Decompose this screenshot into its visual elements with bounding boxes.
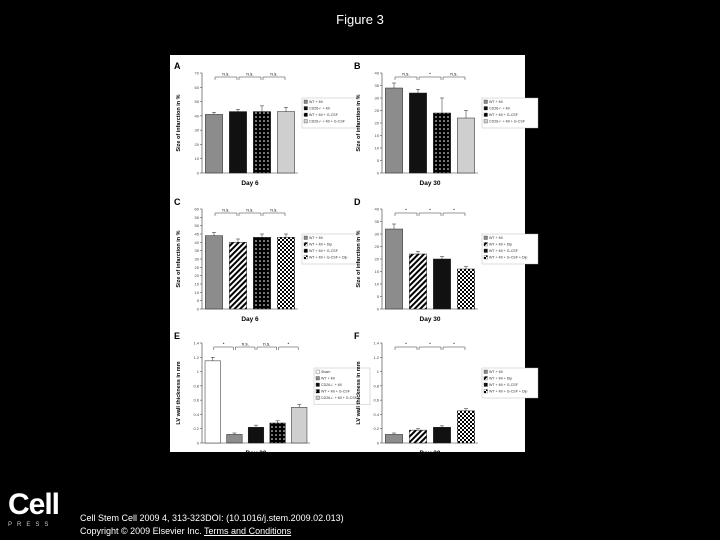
y-tick-label: 40 [194,239,199,245]
bar [253,237,270,309]
legend-swatch [484,249,488,253]
logo-subtext: PRESS [8,522,54,528]
y-tick-label: 35 [374,83,379,88]
significance-label: n.s. [450,71,458,77]
x-axis-label: Day 30 [419,450,441,457]
significance-bracket [443,77,465,80]
legend-entry: WT + MI [489,370,503,374]
y-tick-label: 35 [374,219,379,224]
bar [457,411,474,443]
bar [457,269,474,309]
significance-bracket [419,213,441,216]
y-tick-label: 15 [374,269,379,274]
y-axis-label: LV wall thickness in mm [356,361,362,425]
significance-bracket [239,77,261,80]
legend-entry: CD26-/- + MI + G-CSF [489,119,525,124]
y-tick-label: 5 [196,298,199,304]
legend-swatch [484,390,488,394]
legend-entry: WT + MI [489,100,503,104]
significance-bracket [443,213,465,216]
panel-letter: C [174,197,181,207]
significance-bracket [395,77,417,80]
bar [227,434,243,443]
copyright-line [80,526,291,536]
panel-e [174,331,370,457]
bar [433,427,450,443]
y-tick-label: 0.8 [373,383,379,389]
y-axis-label: Size of infarction in % [176,230,182,288]
y-tick-label: 60 [194,206,199,212]
significance-bracket [263,77,285,80]
figure-title: Figure 3 [336,12,384,27]
legend-entry: WT + MI + G-CSF [489,249,518,253]
bar [433,113,450,173]
bar [385,229,402,309]
legend-entry: CD26-/- + MI [309,106,330,111]
bar [409,93,426,173]
significance-bracket [443,347,465,350]
x-axis-label: Day 30 [419,316,441,323]
y-tick-label: 0.2 [373,426,379,432]
y-tick-label: 10 [374,281,379,287]
bar [253,112,270,173]
legend-swatch [304,107,308,111]
significance-label: * [429,207,431,213]
y-axis-label: Size of infarction in % [176,94,182,152]
legend-entry: WT + MI + Dip [489,242,513,247]
legend-swatch [484,383,488,387]
bar [385,88,402,173]
bar [229,242,246,309]
bar [277,112,294,173]
legend-swatch [484,120,488,124]
legend-entry: WT + MI + G-CSF + Dip [489,389,528,394]
significance-label: * [429,71,431,77]
bar [457,118,474,173]
figure-panel [170,55,528,457]
panel-f [354,331,538,457]
legend-swatch [316,390,320,394]
x-axis-label: Day 6 [241,316,259,323]
legend-entry: WT + MI + G-CSF [321,389,350,394]
legend-swatch [316,370,320,374]
legend-entry: WT + MI + Dip [489,376,513,381]
logo-text: Cell [8,488,60,521]
x-axis-label: Day 6 [241,180,259,187]
bar [229,112,246,173]
y-axis-label: LV wall thickness in mm [176,361,182,425]
legend-swatch [304,236,308,240]
y-tick-label: 0.4 [193,411,199,417]
y-tick-label: 5 [376,294,379,299]
y-tick-label: 40 [374,206,379,212]
legend-swatch [484,370,488,374]
y-tick-label: 30 [374,95,379,101]
significance-bracket [215,213,237,216]
significance-bracket [419,77,441,80]
y-tick-label: 10 [194,156,199,162]
figure-svg [170,55,528,457]
significance-label: n.s. [402,71,410,77]
legend-swatch [484,236,488,240]
significance-label: * [405,207,407,213]
legend-entry: WT + MI [489,236,503,240]
y-tick-label: 35 [194,248,199,254]
legend-swatch [304,113,308,117]
legend-entry: CD26-/- + MI + G-CSF [321,396,357,400]
y-tick-label: 10 [194,289,199,295]
panel-letter: F [354,331,360,341]
legend-swatch [316,396,320,400]
significance-bracket [214,347,234,350]
legend-swatch [484,256,488,260]
significance-label: n.s. [241,341,249,347]
significance-label: * [453,207,455,213]
legend-entry: WT + MI + G-CSF + Dip [309,255,348,260]
y-tick-label: 40 [194,113,199,119]
significance-bracket [235,347,255,350]
significance-label: * [453,341,455,347]
legend-entry: Sham [321,370,331,374]
y-tick-label: 60 [194,84,199,90]
x-axis-label: Day 30 [245,450,267,457]
y-tick-label: 1 [376,369,379,375]
bar [277,237,294,309]
legend-entry: CD26-/- + MI [321,383,342,387]
legend-entry: WT + MI [309,236,323,240]
y-tick-label: 70 [194,70,199,76]
terms-link[interactable]: Terms and Conditions [204,526,292,536]
y-tick-label: 25 [374,108,379,113]
legend-swatch [484,377,488,381]
y-axis-label: Size of infarction in % [356,94,362,152]
bar [433,259,450,309]
panel-letter: E [174,331,181,341]
y-tick-label: 1.4 [193,340,199,346]
significance-bracket [263,213,285,216]
legend-swatch [484,113,488,117]
significance-label: n.s. [246,207,254,213]
legend-entry: WT + MI + G-CSF [489,383,518,387]
significance-bracket [279,347,299,350]
copyright-text: Copyright © 2009 Elsevier Inc. [80,526,202,536]
significance-bracket [419,347,441,350]
bar [270,423,286,443]
significance-label: * [222,341,225,347]
y-tick-label: 5 [376,158,379,163]
y-tick-label: 20 [194,273,199,279]
y-tick-label: 50 [194,99,199,105]
panel-b [354,61,538,187]
y-tick-label: 0.4 [373,411,379,417]
significance-bracket [395,347,417,350]
y-tick-label: 0.6 [373,397,379,403]
legend-entry: WT + MI + G-CSF + Dip [489,255,528,260]
y-tick-label: 0 [376,440,379,446]
y-tick-label: 0 [196,440,199,446]
y-tick-label: 0 [376,170,379,176]
panel-a [174,61,358,187]
y-tick-label: 15 [374,133,379,138]
y-tick-label: 0.8 [193,383,199,389]
y-tick-label: 0.6 [193,397,199,403]
significance-bracket [215,77,237,80]
panel-letter: B [354,61,361,71]
significance-label: n.s. [222,207,230,213]
significance-bracket [257,347,277,350]
panel-d [354,197,538,323]
y-tick-label: 10 [374,145,379,151]
legend-entry: WT + MI [309,100,323,104]
legend-swatch [484,243,488,247]
citation-text: Cell Stem Cell 2009 4, 313-323DOI: (10.1016/j.stem.2009.02.013) [80,513,344,523]
bar [409,254,426,309]
legend-swatch [316,377,320,381]
y-tick-label: 25 [374,244,379,249]
legend-entry: WT + MI + Dip [309,242,333,247]
y-tick-label: 55 [194,214,199,220]
bar [205,114,222,173]
legend-entry: WT + MI + G-CSF [309,113,338,117]
legend-swatch [304,249,308,253]
y-tick-label: 30 [194,256,199,262]
significance-label: n.s. [270,71,278,77]
y-tick-label: 20 [194,141,199,147]
y-tick-label: 20 [374,256,379,262]
bar [409,430,426,443]
significance-label: * [429,341,431,347]
significance-label: n.s. [263,341,271,347]
y-tick-label: 0 [376,306,379,312]
y-tick-label: 25 [194,264,199,270]
panel-letter: D [354,197,361,207]
y-tick-label: 40 [374,70,379,76]
legend-swatch [304,256,308,260]
legend-swatch [484,107,488,111]
bar [205,361,221,443]
cell-press-logo [8,490,66,530]
y-tick-label: 20 [374,120,379,126]
legend-swatch [304,120,308,124]
significance-label: n.s. [270,207,278,213]
legend-entry: WT + MI + G-CSF [309,249,338,253]
y-tick-label: 0.2 [193,426,199,432]
y-tick-label: 15 [194,281,199,287]
significance-label: * [405,341,407,347]
legend-swatch [484,100,488,104]
y-tick-label: 1 [196,369,199,375]
y-tick-label: 1.4 [373,340,379,346]
legend-entry: CD26-/- + MI + G-CSF [309,119,345,124]
bar [385,434,402,443]
legend-entry: CD26-/- + MI [489,106,510,111]
y-tick-label: 45 [194,231,199,237]
significance-label: n.s. [222,71,230,77]
y-tick-label: 30 [194,127,199,133]
y-tick-label: 50 [194,223,199,229]
bar [248,427,264,443]
legend-swatch [304,100,308,104]
y-tick-label: 0 [196,170,199,176]
significance-bracket [395,213,417,216]
y-tick-label: 0 [196,306,199,312]
significance-label: * [287,341,290,347]
charts-layer [174,61,538,457]
y-axis-label: Size of infarction in % [356,230,362,288]
bar [205,236,222,309]
significance-label: n.s. [246,71,254,77]
legend-entry: WT + MI [321,376,335,381]
bar [291,407,307,443]
y-tick-label: 1.2 [193,354,199,360]
legend-swatch [304,243,308,247]
legend-swatch [316,383,320,387]
legend-entry: WT + MI + G-CSF [489,113,518,117]
significance-bracket [239,213,261,216]
y-tick-label: 1.2 [373,354,379,360]
panel-letter: A [174,61,181,71]
x-axis-label: Day 30 [419,180,441,187]
y-tick-label: 30 [374,231,379,237]
panel-c [174,197,358,323]
